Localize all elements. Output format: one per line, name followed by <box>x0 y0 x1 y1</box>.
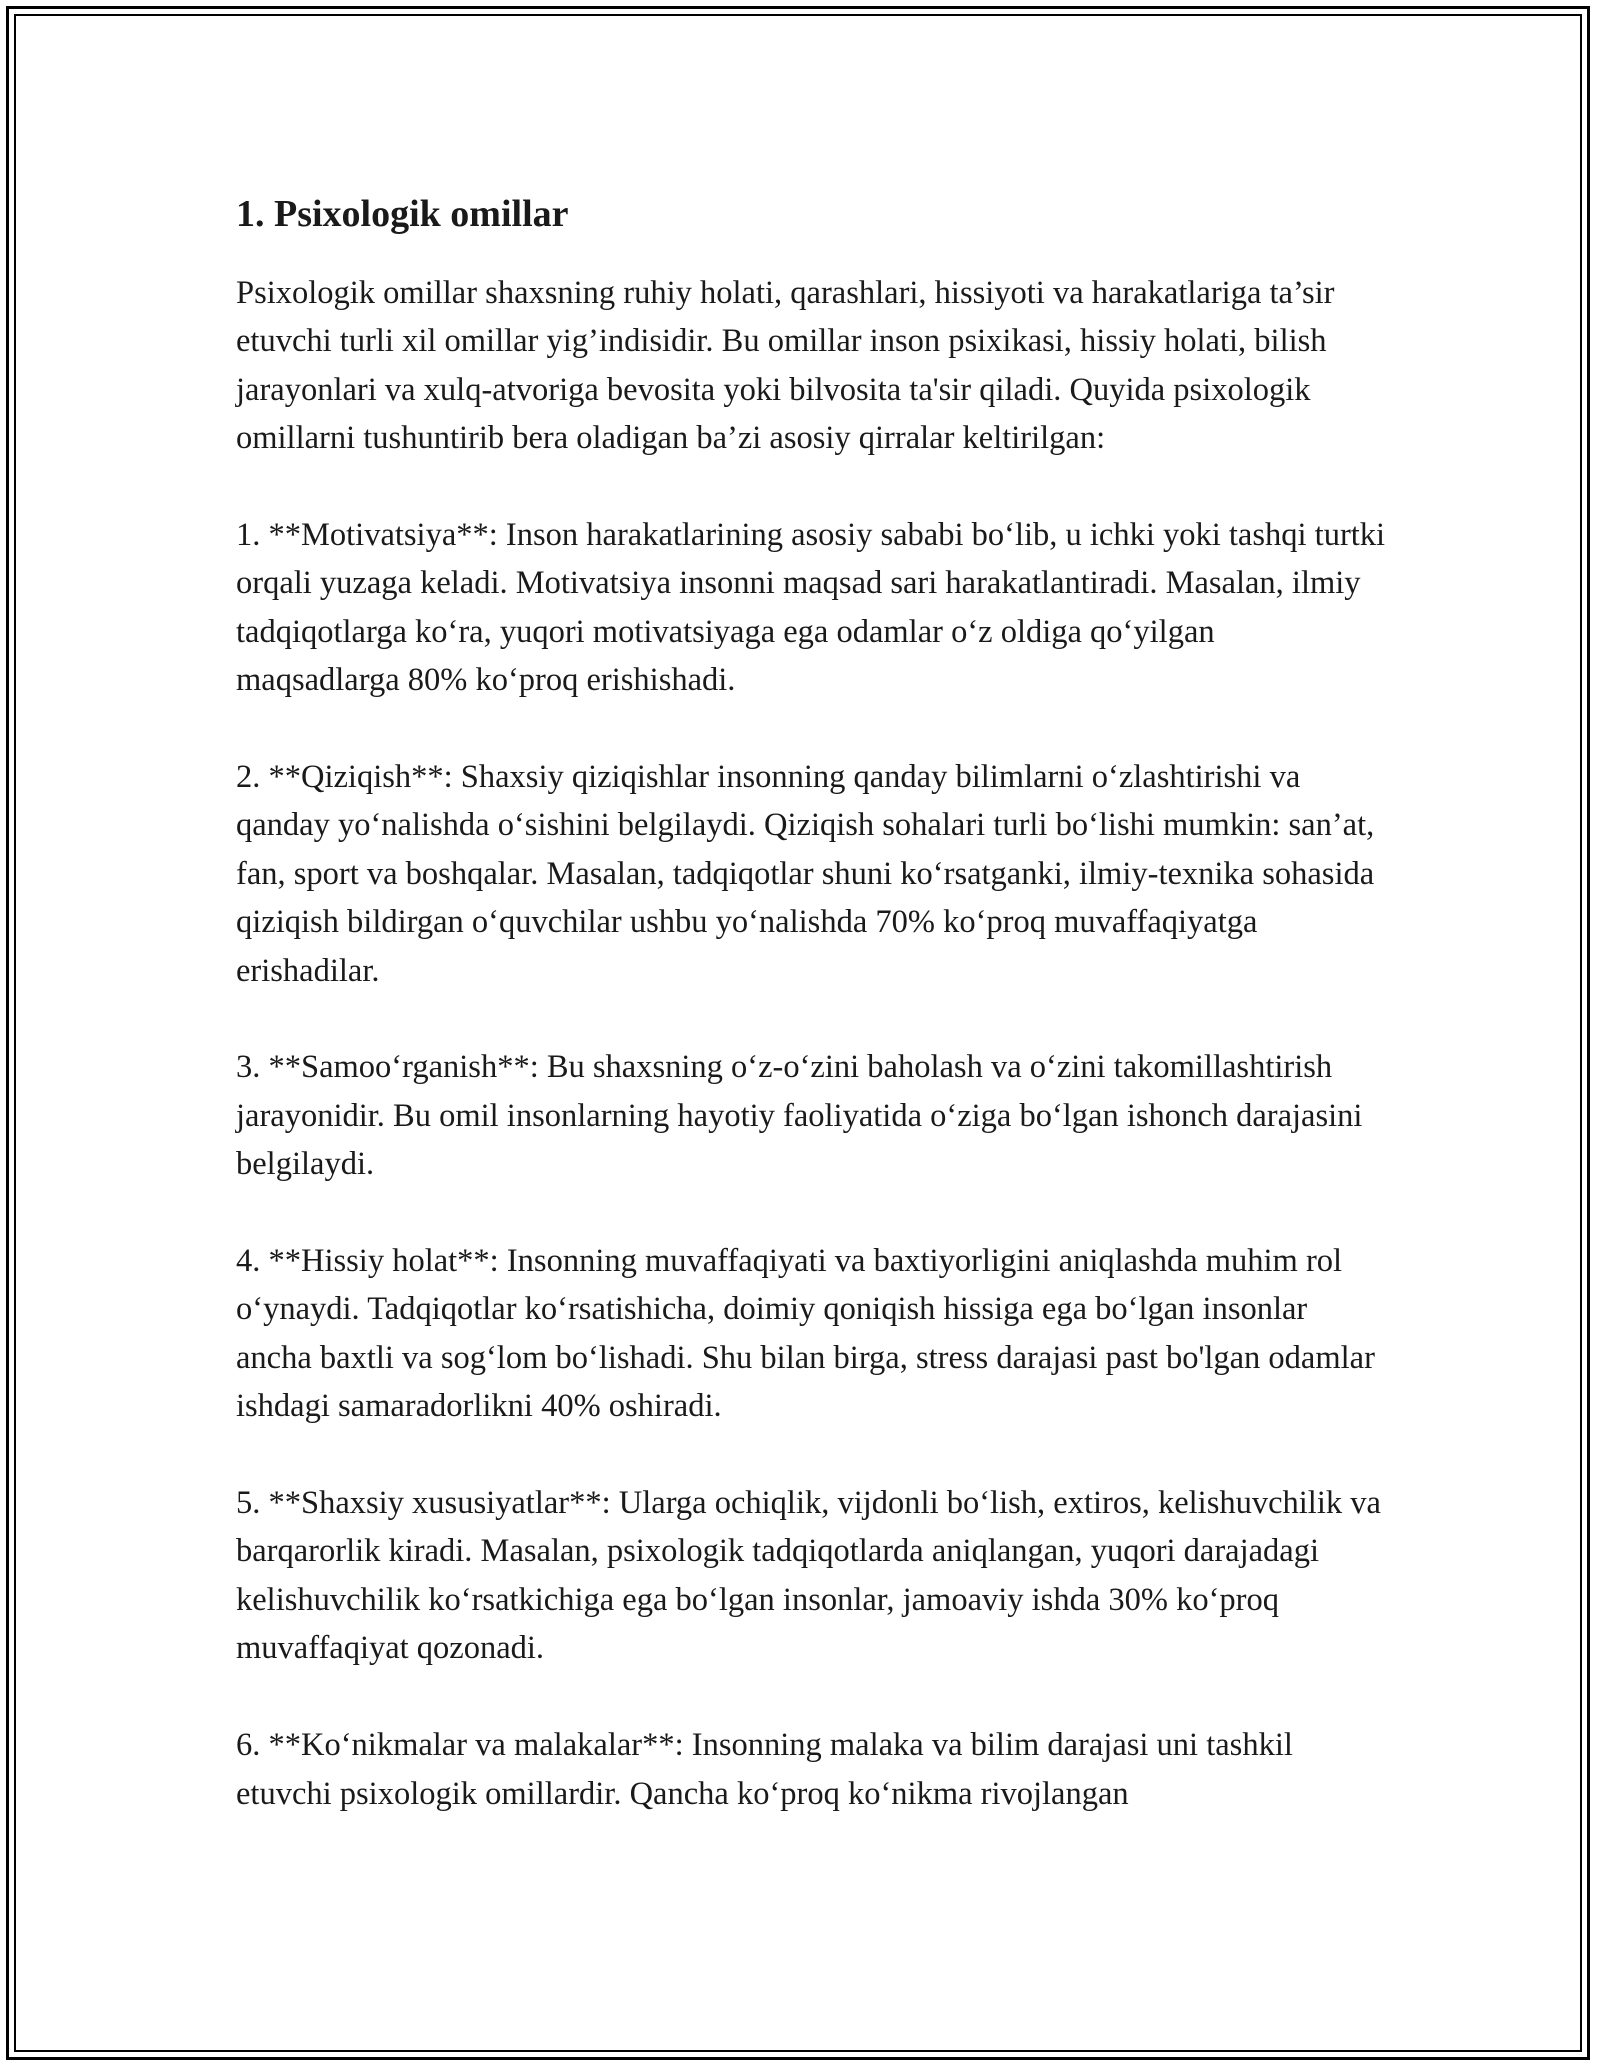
list-item-text: Ularga ochiqlik, vijdonli bo‘lish, extiros, kelishuvchilik va barqarorlik kiradi. Masalan, psixologik tadqiqotlarda aniqlangan, yuqori darajadagi kelishuvchilik ko‘rsatkichiga ega bo‘lgan insonlar, jamoaviy ishda 30% ko‘proq muvaffaqiyat qozonadi. <box>236 1485 1381 1667</box>
intro-paragraph: Psixologik omillar shaxsning ruhiy holati, qarashlari, hissiyoti va harakatlariga ta’sir etuvchi turli xil omillar yig’indisidir. Bu omillar inson psixikasi, hissiy holati, bilish jarayonlari va xulq-atvoriga bevosita yoki bilvosita ta'sir qiladi. Quyida psixologik omillarni tushuntirib bera oladigan ba’zi asosiy qirralar keltirilgan: <box>236 275 1335 457</box>
list-item-text: Inson harakatlarining asosiy sababi bo‘lib, u ichki yoki tashqi turtki orqali yuzaga keladi. Motivatsiya insonni maqsad sari harakatlantiradi. Masalan, ilmiy tadqiqotlarga ko‘ra, yuqori motivatsiyaga ega odamlar o‘z oldiga qo‘yilgan maqsadlarga 80% ko‘proq erishishadi. <box>236 517 1386 699</box>
list-item-text: Insonning muvaffaqiyati va baxtiyorligini aniqlashda muhim rol o‘ynaydi. Tadqiqotlar ko‘rsatishicha, doimiy qoniqish hissiga ega bo‘lgan insonlar ancha baxtli va sog‘lom bo‘lishadi. Shu bilan birga, stress darajasi past bo'lgan odamlar ishdagi samaradorlikni 40% oshiradi. <box>236 1243 1375 1425</box>
list-item-title: **Hissiy holat**: <box>268 1243 499 1280</box>
list-item-text: Bu shaxsning o‘z-o‘zini baholash va o‘zini takomillashtirish jarayonidir. Bu omil insonlarning hayotiy faoliyatida o‘ziga bo‘lgan ishonch darajasini belgilaydi. <box>236 1049 1363 1183</box>
list-item-text: Insonning malaka va bilim darajasi uni tashkil etuvchi psixologik omillardir. Qancha ko‘proq ko‘nikma rivojlangan <box>236 1727 1293 1812</box>
list-item-title: **Ko‘nikmalar va malakalar**: <box>268 1727 684 1764</box>
document-body <box>236 186 1386 1866</box>
section-heading: 1. Psixologik omillar <box>236 193 569 235</box>
list-item-number: 3. <box>236 1049 261 1086</box>
list-item-personal-traits <box>236 1479 1386 1673</box>
list-item-motivation <box>236 511 1386 705</box>
list-item-number: 5. <box>236 1485 261 1522</box>
list-item-skills <box>236 1721 1386 1818</box>
list-item-title: **Motivatsiya**: <box>268 517 498 554</box>
list-item-text: Shaxsiy qiziqishlar insonning qanday bilimlarni o‘zlashtirishi va qanday yo‘nalishda o‘sishini belgilaydi. Qiziqish sohalari turli bo‘lishi mumkin: san’at, fan, sport va boshqalar. Masalan, tadqiqotlar shuni ko‘rsatganki, ilmiy-texnika sohasida qiziqish bildirgan o‘quvchilar ushbu yo‘nalishda 70% ko‘proq muvaffaqiyatga erishadilar. <box>236 759 1375 989</box>
list-item-number: 2. <box>236 759 261 796</box>
list-item-number: 4. <box>236 1243 261 1280</box>
list-item-number: 6. <box>236 1727 261 1764</box>
list-item-emotional-state <box>236 1237 1386 1431</box>
list-item-number: 1. <box>236 517 261 554</box>
list-item-title: **Shaxsiy xususiyatlar**: <box>268 1485 611 1522</box>
list-item-interest <box>236 753 1386 995</box>
list-item-self-learning <box>236 1043 1386 1188</box>
list-item-title: **Samoo‘rganish**: <box>268 1049 539 1086</box>
list-item-title: **Qiziqish**: <box>268 759 453 796</box>
